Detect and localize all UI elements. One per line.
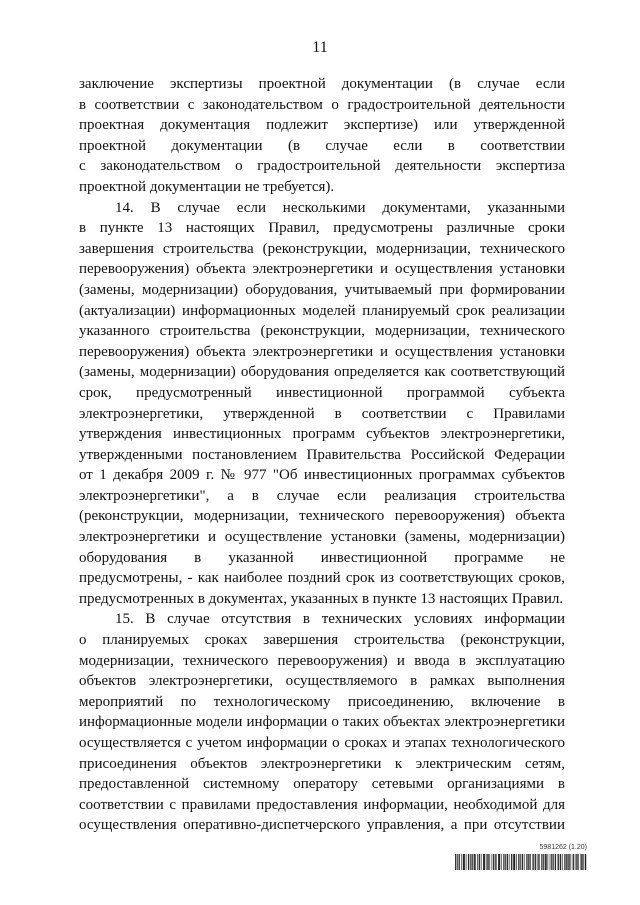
barcode-bar — [543, 854, 544, 870]
barcode-bar — [527, 854, 528, 870]
text-line: присоединения объектов электроэнергетики к электрическим сетям, — [79, 755, 565, 772]
text-line: (замены, модернизации) оборудования, учитываемый при формировании — [79, 281, 565, 298]
barcode-bar — [472, 854, 473, 870]
barcode-bar — [487, 854, 488, 870]
barcode-bar — [479, 854, 480, 870]
barcode-bar — [552, 854, 553, 870]
text-line: предоставленной системному оператору сетевыми организациями в — [79, 776, 565, 793]
text-line: проектная документация подлежит экспертизе) или утвержденной — [79, 117, 565, 134]
barcode-bar — [582, 854, 583, 870]
page-number: 11 — [312, 39, 328, 56]
barcode-bar — [481, 854, 482, 870]
barcode-bar — [569, 854, 570, 870]
barcode-bar — [543, 854, 544, 870]
barcode-bar — [512, 854, 513, 870]
barcode-bar — [533, 854, 534, 870]
barcode-bar — [472, 854, 473, 870]
barcode-bar — [515, 854, 516, 870]
barcode-bar — [463, 854, 464, 870]
barcode-bar — [499, 854, 500, 870]
barcode-bar — [466, 854, 467, 870]
barcode-bar — [532, 854, 533, 870]
barcode-bar — [468, 854, 469, 870]
barcode-bar — [545, 854, 546, 870]
text-line: 15. В случае отсутствия в технических условиях информации — [115, 611, 565, 628]
barcode-icon — [455, 854, 587, 870]
text-line: о планируемых сроках завершения строительства (реконструкции, — [79, 632, 565, 649]
barcode-bar — [546, 854, 547, 870]
barcode-bar — [496, 854, 497, 870]
barcode-bar — [564, 854, 565, 870]
barcode-bar — [511, 854, 512, 870]
barcode-bar — [488, 854, 489, 870]
text-line: завершения строительства (реконструкции, модернизации, технического — [79, 240, 565, 257]
text-line: объектов электроэнергетики, осуществляемого в рамках выполнения — [79, 673, 565, 690]
text-line: электроэнергетики, утвержденной в соответствии с Правилами — [79, 405, 565, 422]
barcode-bar — [507, 854, 508, 870]
barcode-bar — [459, 854, 460, 870]
document-text — [79, 74, 565, 836]
barcode-bar — [522, 854, 523, 870]
text-line: в соответствии с законодательством о градостроительной деятельности — [79, 96, 565, 113]
barcode-bar — [562, 854, 563, 870]
barcode-bar — [566, 854, 567, 870]
text-line: оборудования в указанной инвестиционной программе не — [79, 549, 565, 566]
barcode-bar — [537, 854, 538, 870]
barcode-bar — [498, 854, 499, 870]
text-line: (актуализации) информационных моделей планируемый срок реализации — [79, 302, 565, 319]
barcode-bar — [492, 854, 493, 870]
barcode-id: 5981262 (1.20) — [539, 844, 587, 851]
barcode-bar — [503, 854, 504, 870]
text-line: указанного строительства (реконструкции, модернизации, технического — [79, 323, 565, 340]
barcode-bar — [518, 854, 519, 870]
barcode-bar — [558, 854, 559, 870]
barcode-bar — [489, 854, 490, 870]
barcode-bar — [568, 854, 569, 870]
barcode-bar — [577, 854, 578, 870]
barcode-bar — [484, 854, 485, 870]
barcode-bar — [457, 854, 458, 870]
barcode-bar — [459, 854, 460, 870]
barcode-bar — [486, 854, 487, 870]
barcode-bar — [505, 854, 506, 870]
text-line: осуществляется с учетом информации о сроках и этапах технологического — [79, 735, 565, 751]
barcode-bar — [535, 854, 536, 870]
barcode-bar — [516, 854, 517, 870]
barcode-bar — [567, 854, 568, 870]
barcode-bar — [464, 854, 465, 870]
barcode-bar — [501, 854, 502, 870]
barcode-bar — [464, 854, 465, 870]
barcode-bar — [550, 854, 551, 870]
barcode-bar — [541, 854, 542, 870]
text-line: утверждения инвестиционных программ субъектов электроэнергетики, — [79, 426, 565, 443]
barcode-bar — [494, 854, 495, 870]
barcode-bar — [558, 854, 559, 870]
text-line: 14. В случае если несколькими документами, указанными — [115, 199, 565, 216]
barcode-bar — [528, 854, 529, 870]
barcode-bar — [560, 854, 561, 870]
barcode-bar — [474, 854, 475, 870]
barcode-bar — [505, 854, 506, 870]
barcode-bar — [519, 854, 520, 870]
barcode-bar — [456, 854, 457, 870]
barcode-bar — [586, 854, 587, 870]
barcode-bar — [469, 854, 470, 870]
barcode-bar — [514, 854, 515, 870]
barcode-bar — [524, 854, 525, 870]
barcode-bar — [479, 854, 480, 870]
barcode-block — [455, 844, 587, 872]
barcode-bar — [470, 854, 471, 870]
text-line: предусмотрены, - как наиболее поздний срок из соответствующих сроков, — [79, 570, 565, 587]
text-line: утвержденными постановлением Правительства Российской Федерации — [79, 446, 565, 463]
text-line: мероприятий по технологическому присоединению, включение в — [79, 693, 565, 710]
barcode-bar — [475, 854, 476, 870]
barcode-bar — [461, 854, 462, 870]
barcode-bar — [545, 854, 546, 870]
text-line: от 1 декабря 2009 г. № 977 "Об инвестиционных программах субъектов — [79, 467, 565, 484]
text-line: предусмотренных в документах, указанных в пункте 13 настоящих Правил. — [79, 590, 564, 607]
barcode-bar — [560, 854, 561, 870]
barcode-bar — [483, 854, 484, 870]
text-line: проектной документации (в случае если в соответствии — [79, 137, 565, 154]
barcode-bar — [484, 854, 485, 870]
text-line: проектной документации не требуется). — [79, 178, 335, 195]
barcode-bar — [538, 854, 539, 870]
barcode-bar — [573, 854, 574, 870]
barcode-bar — [539, 854, 540, 870]
text-line: электроэнергетики и осуществление установки (замены, модернизации) — [79, 529, 565, 546]
text-line: информационные модели информации о таких объектах электроэнергетики — [79, 714, 565, 731]
text-line: осуществления оперативно-диспетчерского управления, а при отсутствии — [79, 817, 565, 834]
barcode-bar — [493, 854, 494, 870]
barcode-bar — [578, 854, 579, 870]
barcode-bar — [535, 854, 536, 870]
barcode-bar — [571, 854, 572, 870]
barcode-bar — [499, 854, 500, 870]
text-line: перевооружения) объекта электроэнергетики и осуществления установки — [79, 343, 565, 360]
text-line: модернизации, технического перевооружения) и ввода в эксплуатацию — [79, 652, 565, 669]
text-line: (замены, модернизации) оборудования определяется как соответствующий — [79, 364, 565, 381]
text-line: электроэнергетики", а в случае если реализация строительства — [79, 487, 565, 504]
barcode-bar — [509, 854, 510, 870]
barcode-bar — [522, 854, 523, 870]
text-line: соответствии с правилами предоставления информации, необходимой для — [79, 796, 565, 813]
barcode-bar — [573, 854, 574, 870]
barcode-bar — [495, 854, 496, 870]
barcode-bar — [565, 854, 566, 870]
barcode-bar — [548, 854, 549, 870]
barcode-bar — [474, 854, 475, 870]
text-line: заключение экспертизы проектной документации (в случае если — [79, 76, 565, 92]
barcode-bar — [551, 854, 552, 870]
barcode-bar — [581, 854, 582, 870]
barcode-bar — [555, 854, 556, 870]
barcode-bar — [520, 854, 521, 870]
barcode-bar — [513, 854, 514, 870]
barcode-bar — [576, 854, 577, 870]
barcode-bar — [477, 854, 478, 870]
text-line: с законодательством о градостроительной деятельности экспертиза — [79, 158, 565, 175]
barcode-bar — [455, 854, 456, 870]
barcode-bar — [530, 854, 531, 870]
barcode-bar — [575, 854, 576, 870]
barcode-bar — [583, 854, 584, 870]
barcode-bar — [581, 854, 582, 870]
text-line: (реконструкции, модернизации, технического перевооружения) объекта — [79, 508, 565, 525]
barcode-bar — [526, 854, 527, 870]
text-line: в пункте 13 настоящих Правил, предусмотрены различные сроки — [79, 220, 565, 237]
barcode-bar — [553, 854, 554, 870]
barcode-bar — [585, 854, 586, 870]
barcode-bar — [555, 854, 556, 870]
text-line: перевооружения) объекта электроэнергетики и осуществления установки — [79, 261, 565, 278]
barcode-bar — [507, 854, 508, 870]
text-line: срок, предусмотренный инвестиционной программой субъекта — [79, 384, 565, 401]
barcode-bar — [529, 854, 530, 870]
